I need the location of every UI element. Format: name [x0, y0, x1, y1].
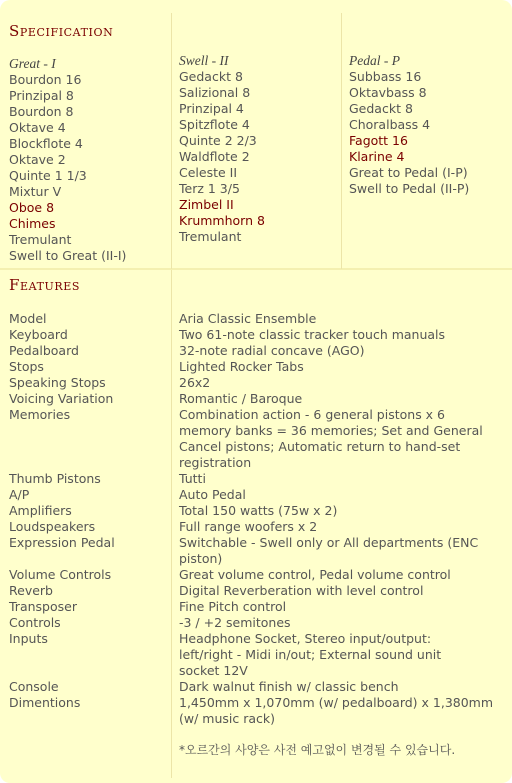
pedal-column: [349, 53, 469, 197]
feature-label: Inputs: [9, 631, 48, 646]
feature-label: Amplifiers: [9, 503, 72, 518]
pedal-stop-item: Swell to Pedal (II-P): [349, 181, 470, 196]
feature-labels: [9, 311, 174, 727]
features-heading: Features: [9, 276, 81, 294]
pedal-title: Pedal - P: [349, 53, 400, 68]
pedal-stop-item: Great to Pedal (I-P): [349, 165, 468, 180]
feature-label: Volume Controls: [9, 567, 112, 582]
pedal-stop-item: Subbass 16: [349, 69, 422, 84]
feature-value: Headphone Socket, Stereo input/output: left/right - Midi in/out; External sound unit socket 12V: [179, 631, 442, 678]
swell-stop-item: Waldflote 2: [179, 149, 250, 164]
great-stop-item: Bourdon 8: [9, 104, 74, 119]
swell-title: Swell - II: [179, 53, 229, 68]
feature-label: Stops: [9, 359, 44, 374]
feature-label: A/P: [9, 487, 30, 502]
feature-label: Loudspeakers: [9, 519, 96, 534]
feature-label: Expression Pedal: [9, 535, 115, 550]
feature-value: Full range woofers x 2: [179, 519, 318, 534]
swell-stop-item: Zimbel II: [179, 197, 234, 212]
swell-stop-list: [179, 69, 265, 245]
feature-label: Voicing Variation: [9, 391, 114, 406]
specification-heading: Specification: [9, 22, 114, 40]
swell-stop-item: Quinte 2 2/3: [179, 133, 257, 148]
great-stop-item: Bourdon 16: [9, 72, 82, 87]
feature-label: Dimentions: [9, 695, 81, 710]
pedal-stop-item: Klarine 4: [349, 149, 405, 164]
swell-stop-item: Gedackt 8: [179, 69, 243, 84]
feature-value: Great volume control, Pedal volume control: [179, 567, 451, 582]
feature-value: Two 61-note classic tracker touch manuals: [179, 327, 446, 342]
swell-stop-item: Salizional 8: [179, 85, 251, 100]
feature-label: Model: [9, 311, 47, 326]
feature-value: 32-note radial concave (AGO): [179, 343, 365, 358]
feature-value: Digital Reverberation with level control: [179, 583, 424, 598]
feature-label: Console: [9, 679, 59, 694]
pedal-stop-list: [349, 69, 469, 197]
feature-value: Dark walnut finish w/ classic bench: [179, 679, 399, 694]
swell-stop-item: Spitzflote 4: [179, 117, 250, 132]
feature-value: Aria Classic Ensemble: [179, 311, 317, 326]
swell-column: [179, 53, 265, 245]
feature-label: Keyboard: [9, 327, 68, 342]
swell-stop-item: Krummhorn 8: [179, 213, 265, 228]
great-title: Great - I: [9, 56, 56, 71]
feature-value: Tutti: [179, 471, 206, 486]
great-stop-item: Oktave 2: [9, 152, 66, 167]
pedal-stop-item: Gedackt 8: [349, 101, 413, 116]
great-stop-list: [9, 72, 126, 264]
feature-label: Speaking Stops: [9, 375, 106, 390]
pedal-stop-item: Choralbass 4: [349, 117, 431, 132]
pedal-stop-item: Oktavbass 8: [349, 85, 427, 100]
feature-values: [179, 311, 509, 727]
feature-label: Thumb Pistons: [9, 471, 101, 486]
great-stop-item: Blockflote 4: [9, 136, 83, 151]
feature-label: Controls: [9, 615, 61, 630]
swell-stop-item: Tremulant: [179, 229, 242, 244]
great-stop-item: Prinzipal 8: [9, 88, 74, 103]
feature-value: 26x2: [179, 375, 211, 390]
section-divider: [0, 268, 512, 270]
pedal-stop-item: Fagott 16: [349, 133, 408, 148]
great-stop-item: Oktave 4: [9, 120, 66, 135]
swell-stop-item: Terz 1 3/5: [179, 181, 240, 196]
feature-value: Switchable - Swell only or All departments (ENC piston): [179, 535, 479, 566]
feature-value: Fine Pitch control: [179, 599, 287, 614]
feature-label: Transposer: [9, 599, 77, 614]
swell-stop-item: Prinzipal 4: [179, 101, 244, 116]
great-stop-item: Swell to Great (II-I): [9, 248, 127, 263]
feature-label: Reverb: [9, 583, 53, 598]
feature-value: Lighted Rocker Tabs: [179, 359, 304, 374]
great-stop-item: Chimes: [9, 216, 56, 231]
feature-value: Total 150 watts (75w x 2): [179, 503, 338, 518]
column-divider: [341, 13, 342, 269]
disclaimer-note: *오르간의 사양은 사전 예고없이 변경될 수 있습니다.: [179, 743, 456, 757]
feature-value: Combination action - 6 general pistons x 6 memory banks = 36 memories; Set and General Cancel pistons; Automatic return to hand-set registration: [179, 407, 483, 470]
feature-value: 1,450mm x 1,070mm (w/ pedalboard) x 1,380mm (w/ music rack): [179, 695, 494, 726]
great-stop-item: Quinte 1 1/3: [9, 168, 87, 183]
great-stop-item: Tremulant: [9, 232, 72, 247]
great-column: [9, 56, 126, 264]
feature-value: -3 / +2 semitones: [179, 615, 291, 630]
great-stop-item: Oboe 8: [9, 200, 55, 215]
great-stop-item: Mixtur V: [9, 184, 62, 199]
feature-label: Memories: [9, 407, 71, 422]
feature-value: Romantic / Baroque: [179, 391, 303, 406]
feature-value: Auto Pedal: [179, 487, 246, 502]
column-divider: [171, 13, 172, 269]
swell-stop-item: Celeste II: [179, 165, 238, 180]
feature-label: Pedalboard: [9, 343, 79, 358]
